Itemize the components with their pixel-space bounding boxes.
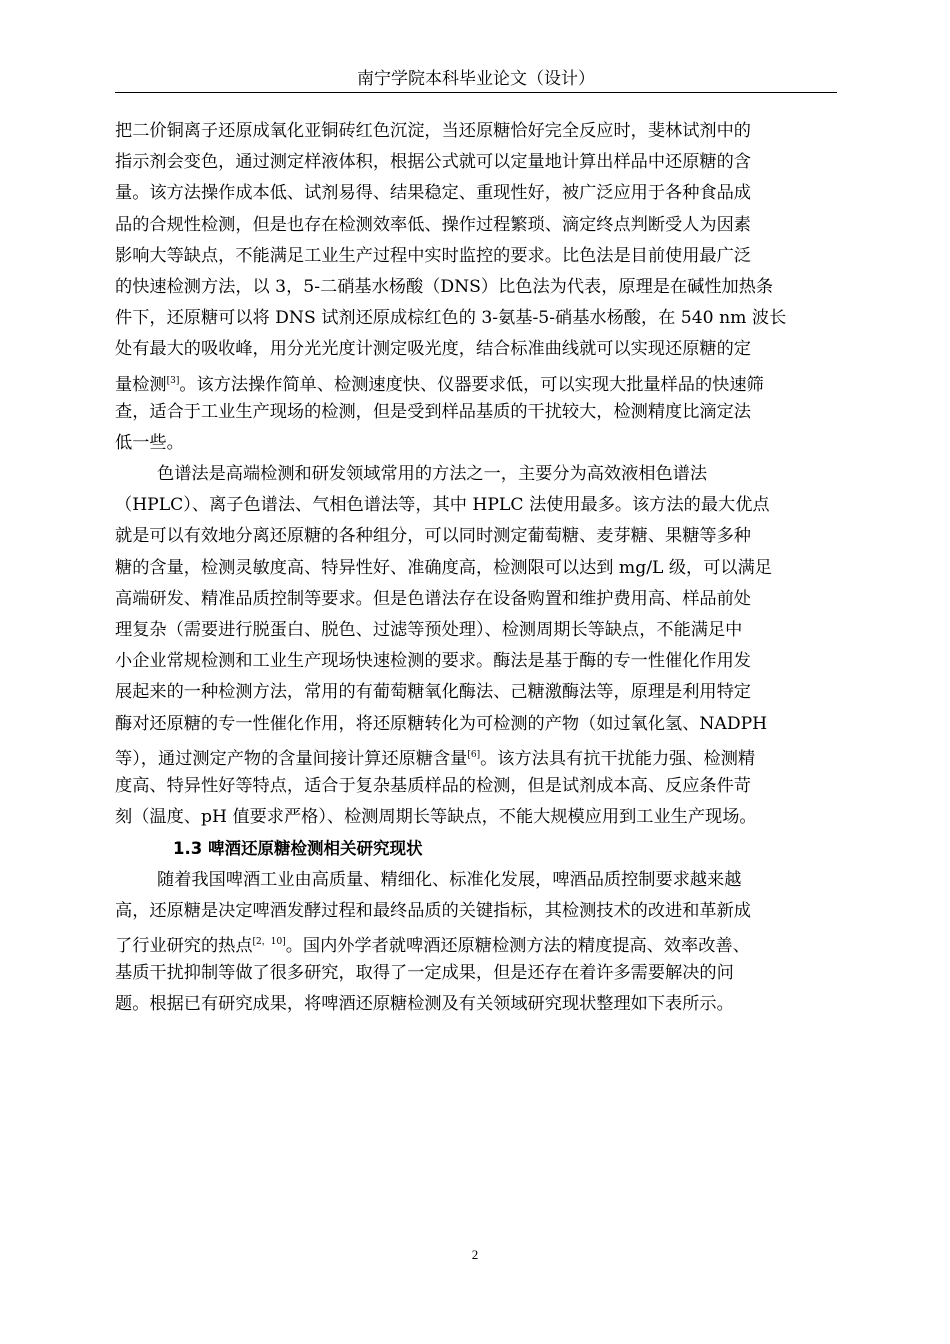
text-segment: 量检测 (115, 374, 167, 395)
text-line (115, 927, 837, 958)
text-line (115, 740, 837, 771)
text-line: 糖的含量，检测灵敏度高、特异性好、准确度高，检测限可以达到 mg/L 级，可以满足 (115, 557, 772, 578)
header-divider (115, 92, 837, 93)
text-line (115, 366, 837, 397)
section-heading: 1.3 啤酒还原糖检测相关研究现状 (173, 839, 423, 859)
text-line: 品的合规性检测，但是也存在检测效率低、操作过程繁琐、滴定终点判断受人为因素 (115, 214, 751, 235)
citation-ref: [2，10] (252, 936, 286, 947)
text-line: （HPLC）、离子色谱法、气相色谱法等，其中 HPLC 法使用最多。该方法的最大优点 (115, 495, 770, 516)
text-line: 就是可以有效地分离还原糖的各种组分，可以同时测定葡萄糖、麦芽糖、果糖等多种 (115, 526, 751, 547)
text-segment: 了行业研究的热点 (115, 935, 253, 956)
text-line: 度高、特异性好等特点，适合于复杂基质样品的检测，但是试剂成本高、反应条件苛 (115, 775, 751, 796)
text-line: 低一些。 (115, 432, 184, 453)
text-line: 色谱法是高端检测和研发领域常用的方法之一，主要分为高效液相色谱法 (157, 464, 708, 485)
body-text (115, 116, 837, 1020)
text-line: 把二价铜离子还原成氧化亚铜砖红色沉淀，当还原糖恰好完全反应时，斐林试剂中的 (115, 121, 751, 141)
text-line: 展起来的一种检测方法，常用的有葡萄糖氧化酶法、己糖激酶法等，原理是利用特定 (115, 682, 751, 703)
text-line: 刻（温度、pH 值要求严格）、检测周期长等缺点，不能大规模应用到工业生产现场。 (115, 807, 757, 828)
text-line: 处有最大的吸收峰，用分光光度计测定吸光度，结合标准曲线就可以实现还原糖的定 (115, 339, 751, 360)
text-line: 指示剂会变色，通过测定样液体积，根据公式就可以定量地计算出样品中还原糖的含 (115, 152, 751, 173)
citation-ref: [6] (467, 749, 481, 760)
text-line: 影响大等缺点，不能满足工业生产过程中实时监控的要求。比色法是目前使用最广泛 (115, 245, 751, 266)
text-line: 理复杂（需要进行脱蛋白、脱色、过滤等预处理）、检测周期长等缺点，不能满足中 (115, 620, 743, 640)
text-line: 高端研发、精准品质控制等要求。但是色谱法存在设备购置和维护费用高、样品前处 (115, 588, 751, 609)
text-line: 件下，还原糖可以将 DNS 试剂还原成棕红色的 3-氨基-5-硝基水杨酸，在 540 nm 波长 (115, 308, 787, 329)
text-line: 高，还原糖是决定啤酒发酵过程和最终品质的关键指标，其检测技术的改进和革新成 (115, 900, 751, 921)
text-segment: 。该方法操作简单、检测速度快、仪器要求低，可以实现大批量样品的快速筛 (179, 374, 764, 395)
text-segment: 。该方法具有抗干扰能力强、检测精 (480, 748, 756, 769)
text-line: 基质干扰抑制等做了很多研究，取得了一定成果，但是还存在着许多需要解决的问 (115, 963, 734, 984)
text-segment: 。国内外学者就啤酒还原糖检测方法的精度提高、效率改善、 (285, 935, 750, 956)
text-line: 随着我国啤酒工业由高质量、精细化、标准化发展，啤酒品质控制要求越来越 (157, 869, 742, 890)
citation-ref: [3] (166, 375, 180, 386)
section-heading-line (115, 833, 837, 864)
text-line: 小企业常规检测和工业生产现场快速检测的要求。酶法是基于酶的专一性催化作用发 (115, 651, 751, 672)
page-number: 2 (471, 1247, 479, 1262)
page-header-title: 南宁学院本科毕业论文（设计） (357, 69, 595, 89)
text-line: 查，适合于工业生产现场的检测，但是受到样品基质的干扰较大，检测精度比滴定法 (115, 401, 751, 422)
text-segment: 等），通过测定产物的含量间接计算还原糖含量 (115, 748, 468, 769)
text-line: 的快速检测方法，以 3，5-二硝基水杨酸（DNS）比色法为代表，原理是在碱性加热条 (115, 276, 774, 297)
text-line: 题。根据已有研究成果，将啤酒还原糖检测及有关领域研究现状整理如下表所示。 (115, 994, 734, 1015)
text-line: 量。该方法操作成本低、试剂易得、结果稳定、重现性好，被广泛应用于各种食品成 (115, 183, 751, 204)
text-line: 酶对还原糖的专一性催化作用，将还原糖转化为可检测的产物（如过氧化氢、NADPH (115, 713, 768, 734)
